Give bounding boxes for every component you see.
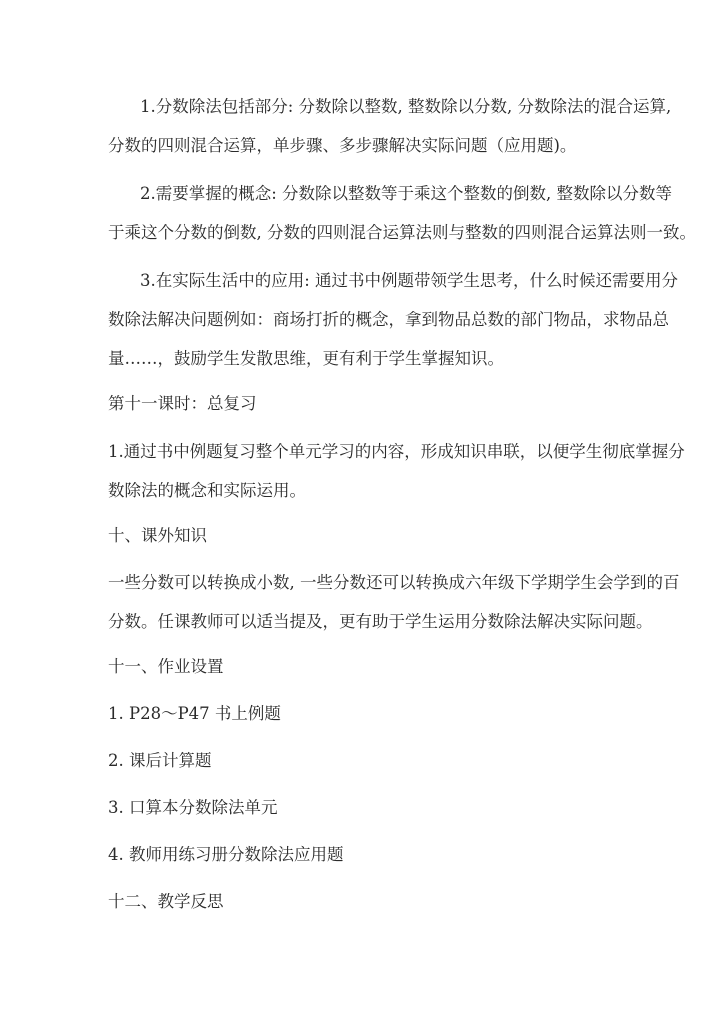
item-1-line-2: 分数的四则混合运算，单步骤、多步骤解决实际问题（应用题)。: [108, 136, 577, 155]
item-3-line-2: 数除法解决问题例如：商场打折的概念，拿到物品总数的部门物品，求物品总: [108, 310, 669, 329]
homework-item-3: 3. 口算本分数除法单元: [108, 798, 278, 817]
item-2-line-2: 于乘这个分数的倒数, 分数的四则混合运算法则与整数的四则混合运算法则一致。: [108, 223, 696, 242]
lesson-11-item-1-line-1: 1.通过书中例题复习整个单元学习的内容，形成知识串联，以便学生彻底掌握分: [108, 442, 685, 461]
homework-item-2: 2. 课后计算题: [108, 751, 212, 770]
section-11-heading: 十一、作业设置: [108, 657, 224, 676]
section-10-heading: 十、课外知识: [108, 526, 207, 545]
homework-item-4: 4. 教师用练习册分数除法应用题: [108, 845, 344, 864]
section-10-body-line-2: 分数。任课教师可以适当提及，更有助于学生运用分数除法解决实际问题。: [108, 612, 653, 631]
homework-item-1: 1. P28～P47 书上例题: [108, 704, 281, 723]
section-10-body-line-1: 一些分数可以转换成小数, 一些分数还可以转换成六年级下学期学生会学到的百: [108, 573, 680, 592]
item-2-line-1: 2.需要掌握的概念: 分数除以整数等于乘这个整数的倒数, 整数除以分数等: [140, 184, 673, 203]
lesson-11-heading: 第十一课时：总复习: [108, 394, 257, 413]
item-3-line-3: 量……，鼓励学生发散思维，更有利于学生掌握知识。: [108, 349, 504, 368]
lesson-11-item-1-line-2: 数除法的概念和实际运用。: [108, 481, 306, 500]
item-1-line-1: 1.分数除法包括部分: 分数除以整数, 整数除以分数, 分数除法的混合运算,: [140, 97, 672, 116]
item-3-line-1: 3.在实际生活中的应用: 通过书中例题带领学生思考，什么时候还需要用分: [140, 271, 679, 290]
section-12-heading: 十二、教学反思: [108, 892, 224, 911]
